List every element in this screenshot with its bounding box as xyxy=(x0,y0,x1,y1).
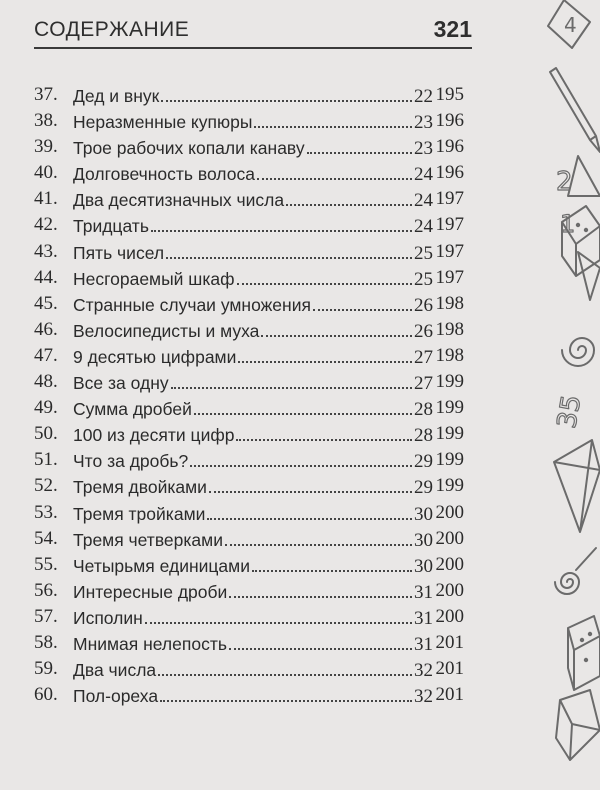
entry-line xyxy=(73,265,433,293)
prism-doodle xyxy=(556,690,600,760)
toc-entry xyxy=(34,369,464,395)
dice-dots xyxy=(576,223,592,662)
answer-page: 199 xyxy=(435,449,464,471)
problem-page: 27 xyxy=(414,346,433,368)
dot-leader xyxy=(236,421,412,441)
entry-title: 100 из десяти цифр xyxy=(73,425,235,446)
entry-line xyxy=(73,291,433,319)
problem-page: 31 xyxy=(414,581,433,603)
entry-line xyxy=(73,447,433,475)
entry-line xyxy=(73,343,433,371)
problem-page: 32 xyxy=(414,660,433,682)
toc-entry xyxy=(34,552,464,578)
entry-title: Четырьмя единицами xyxy=(73,555,250,576)
entry-line xyxy=(73,134,433,162)
entry-number: 39. xyxy=(34,136,58,158)
small-spiral-doodle xyxy=(555,548,596,594)
entry-line xyxy=(73,160,433,188)
dot-leader xyxy=(286,186,412,206)
dot-leader xyxy=(151,212,412,232)
problem-page: 25 xyxy=(414,268,433,290)
entry-title: Два числа xyxy=(73,660,157,681)
problem-page: 30 xyxy=(414,529,433,551)
entry-number: 58. xyxy=(34,631,58,653)
entry-title: Трое рабочих копали канаву xyxy=(73,138,305,159)
entry-number: 37. xyxy=(34,84,58,105)
entry-number: 48. xyxy=(34,371,58,393)
dot-leader xyxy=(161,82,412,102)
toc-entry xyxy=(34,500,464,526)
answer-page: 201 xyxy=(435,658,464,680)
dot-leader xyxy=(307,134,412,154)
toc-entry xyxy=(34,108,464,134)
problem-page: 27 xyxy=(414,373,433,395)
toc-entry xyxy=(34,578,464,604)
problem-page: 28 xyxy=(414,425,433,447)
answer-page: 197 xyxy=(435,240,464,262)
spiral-doodle xyxy=(562,338,594,366)
entry-number: 45. xyxy=(34,292,58,314)
entry-title: Интересные дроби xyxy=(73,581,228,602)
problem-page: 32 xyxy=(414,686,433,708)
toc-entry xyxy=(34,421,464,447)
entry-line xyxy=(73,656,433,684)
entry-line xyxy=(73,395,433,423)
dot-leader xyxy=(158,656,412,676)
entry-number: 44. xyxy=(34,266,58,288)
toc-entry xyxy=(34,447,464,473)
toc-entry xyxy=(34,265,464,291)
answer-page: 196 xyxy=(435,162,464,184)
answer-page: 196 xyxy=(435,110,464,132)
toc-entry xyxy=(34,160,464,186)
dot-leader xyxy=(225,526,412,546)
toc-entry xyxy=(34,291,464,317)
problem-page: 26 xyxy=(414,320,433,342)
entry-title: Велосипедисты и муха xyxy=(73,320,260,341)
problem-page: 28 xyxy=(414,399,433,421)
toc-entry xyxy=(34,656,464,682)
dot-leader xyxy=(237,265,412,285)
entry-title: Тридцать xyxy=(73,216,149,237)
entry-title: Что за дробь? xyxy=(73,451,189,472)
answer-page: 197 xyxy=(435,188,464,210)
entry-number: 57. xyxy=(34,605,58,627)
answer-page: 197 xyxy=(435,214,464,236)
dot-leader xyxy=(229,578,412,598)
entry-line xyxy=(73,526,433,554)
entry-title: Странные случаи умножения xyxy=(73,294,311,315)
entry-number: 52. xyxy=(34,475,58,497)
problem-page: 29 xyxy=(414,477,433,499)
triangle-ruler-icon xyxy=(568,156,600,196)
dot-leader xyxy=(190,447,412,467)
entry-line xyxy=(73,473,433,501)
entry-number: 42. xyxy=(34,214,58,236)
dot-leader xyxy=(145,604,412,624)
toc-entry xyxy=(34,395,464,421)
header-divider xyxy=(34,47,472,49)
problem-page: 31 xyxy=(414,607,433,629)
dot-leader xyxy=(261,317,412,337)
answer-page: 200 xyxy=(435,579,464,601)
entry-title: Несгораемый шкаф xyxy=(73,268,235,289)
toc-entry xyxy=(34,630,464,656)
entry-number: 54. xyxy=(34,527,58,549)
entry-line xyxy=(73,186,433,214)
entry-title: Все за одну xyxy=(73,373,169,394)
toc-entry xyxy=(34,82,464,108)
entry-line xyxy=(73,604,433,632)
dot-leader xyxy=(209,473,412,493)
answer-page: 200 xyxy=(435,553,464,575)
answer-page: 200 xyxy=(435,605,464,627)
entry-number: 60. xyxy=(34,684,58,706)
entry-line xyxy=(73,82,433,110)
toc-entry xyxy=(34,239,464,265)
answer-page: 198 xyxy=(435,344,464,366)
entry-title: 9 десятью цифрами xyxy=(73,346,237,367)
entry-title: Дед и внук xyxy=(73,86,160,106)
dot-leader xyxy=(207,500,412,520)
digit-4-doodle: 4 xyxy=(564,13,577,37)
table-of-contents xyxy=(34,82,464,708)
entry-title: Сумма дробей xyxy=(73,399,192,420)
answer-page: 201 xyxy=(435,684,464,706)
entry-title: Мнимая нелепость xyxy=(73,633,227,654)
toc-entry xyxy=(34,317,464,343)
problem-page: 29 xyxy=(414,451,433,473)
problem-page: 23 xyxy=(414,112,433,134)
dot-leader xyxy=(160,682,412,702)
entry-number: 41. xyxy=(34,188,58,210)
math-doodles-decoration xyxy=(520,0,600,790)
entry-title: Тремя двойками xyxy=(73,477,207,498)
digit-1-doodle: 1 xyxy=(560,210,576,238)
toc-entry xyxy=(34,526,464,552)
entry-line xyxy=(73,108,433,136)
entry-number: 47. xyxy=(34,344,58,366)
answer-page: 200 xyxy=(435,501,464,523)
answer-page: 199 xyxy=(435,371,464,393)
answer-page: 199 xyxy=(435,397,464,419)
toc-entry xyxy=(34,682,464,708)
toc-entry xyxy=(34,604,464,630)
entry-title: Долговечность волоса xyxy=(73,164,255,185)
problem-page: 26 xyxy=(414,294,433,316)
entry-line xyxy=(73,500,433,528)
problem-page: 30 xyxy=(414,555,433,577)
entry-line xyxy=(73,578,433,606)
dot-leader xyxy=(313,291,412,311)
dot-leader xyxy=(254,108,412,128)
entry-number: 56. xyxy=(34,579,58,601)
entry-line xyxy=(73,421,433,449)
digit-35-doodle: 35 xyxy=(552,392,588,431)
answer-page: 199 xyxy=(435,423,464,445)
entry-line xyxy=(73,317,433,345)
entry-title: Исполин xyxy=(73,607,143,628)
answer-page: 197 xyxy=(435,266,464,288)
answer-page: 196 xyxy=(435,136,464,158)
toc-entry xyxy=(34,134,464,160)
problem-page: 23 xyxy=(414,138,433,160)
entry-title: Пол-ореха xyxy=(73,686,159,707)
answer-page: 200 xyxy=(435,527,464,549)
entry-number: 46. xyxy=(34,318,58,340)
entry-number: 50. xyxy=(34,423,58,445)
digit-2-doodle: 2 xyxy=(556,167,573,197)
toc-entry xyxy=(34,212,464,238)
entry-number: 40. xyxy=(34,162,58,184)
answer-page: 201 xyxy=(435,631,464,653)
entry-title: Два десятизначных числа xyxy=(73,190,285,211)
page-header xyxy=(34,14,472,44)
pyramid-doodle xyxy=(554,440,600,532)
dot-leader xyxy=(194,395,412,415)
dot-leader xyxy=(229,630,412,650)
toc-entry xyxy=(34,343,464,369)
entry-number: 51. xyxy=(34,449,58,471)
entry-number: 43. xyxy=(34,240,58,262)
entry-title: Тремя четверками xyxy=(73,529,223,550)
answer-page: 195 xyxy=(435,84,464,105)
entry-number: 55. xyxy=(34,553,58,575)
problem-page: 24 xyxy=(414,216,433,238)
toc-entry xyxy=(34,473,464,499)
problem-page: 30 xyxy=(414,503,433,525)
problem-page: 31 xyxy=(414,633,433,655)
entry-number: 49. xyxy=(34,397,58,419)
entry-line xyxy=(73,630,433,658)
entry-line xyxy=(73,552,433,580)
problem-page: 25 xyxy=(414,242,433,264)
entry-number: 53. xyxy=(34,501,58,523)
page-number: 321 xyxy=(433,16,472,42)
entry-title: Неразменные купюры xyxy=(73,112,253,133)
problem-page: 22 xyxy=(414,86,433,107)
entry-line xyxy=(73,369,433,397)
cube-dice-icon xyxy=(568,616,600,690)
answer-page: 198 xyxy=(435,292,464,314)
answer-page: 199 xyxy=(435,475,464,497)
toc-entry xyxy=(34,186,464,212)
entry-number: 59. xyxy=(34,658,58,680)
dot-leader xyxy=(166,239,412,259)
problem-page: 24 xyxy=(414,190,433,212)
entry-line xyxy=(73,212,433,240)
dot-leader xyxy=(238,343,412,363)
entry-title: Пять чисел xyxy=(73,242,165,263)
triangle-doodle xyxy=(578,252,600,300)
section-title: СОДЕРЖАНИЕ xyxy=(34,18,190,41)
entry-number: 38. xyxy=(34,110,58,132)
problem-page: 24 xyxy=(414,164,433,186)
dot-leader xyxy=(171,369,412,389)
answer-page: 198 xyxy=(435,318,464,340)
dot-leader xyxy=(257,160,412,180)
dot-leader xyxy=(252,552,412,572)
entry-line xyxy=(73,682,433,710)
entry-title: Тремя тройками xyxy=(73,503,206,524)
pencil-icon xyxy=(550,68,600,152)
entry-line xyxy=(73,239,433,267)
